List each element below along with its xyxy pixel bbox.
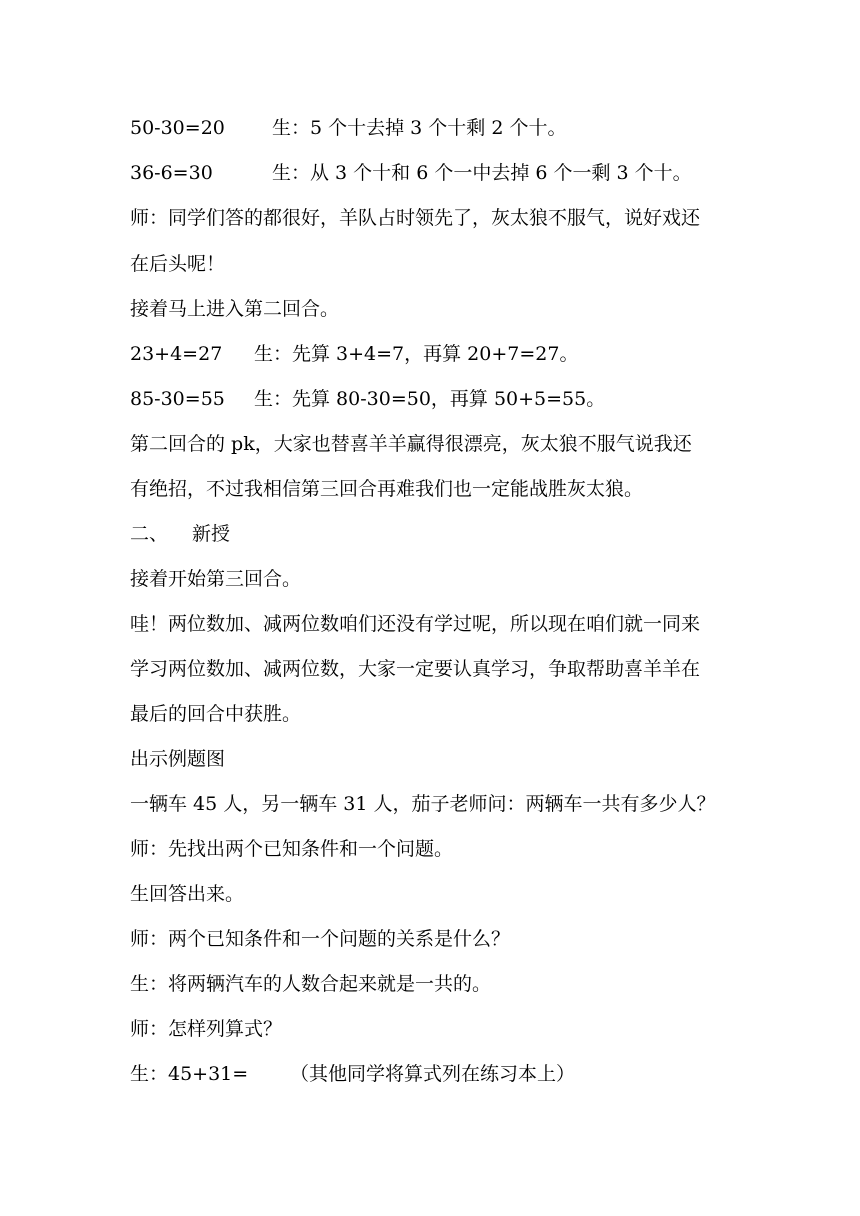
doc-line-19: 师：两个已知条件和一个问题的关系是什么？ [130,928,511,950]
doc-line-20: 生：将两辆汽车的人数合起来就是一共的。 [130,973,492,995]
doc-line-9: 有绝招，不过我相信第三回合再难我们也一定能战胜灰太狼。 [130,478,644,500]
doc-line-6 [130,342,579,366]
doc-line-8: 第二回合的 pk，大家也替喜羊羊赢得很漂亮，灰太狼不服气说我还 [130,433,692,455]
equation: 85-30=55 [130,388,225,410]
doc-line-18: 生回答出来。 [130,883,245,905]
student-answer: 生：先算 80-30=50，再算 50+5=55。 [254,388,606,410]
equation: 50-30=20 [130,117,225,139]
doc-line-21: 师：怎样列算式？ [130,1018,283,1040]
doc-line-14: 最后的回合中获胜。 [130,703,302,725]
section-title: 新授 [192,523,231,545]
student-answer: 生：从 3 个十和 6 个一中去掉 6 个一剩 3 个十。 [272,162,692,184]
doc-line-5: 接着马上进入第二回合。 [130,298,340,320]
equation: 23+4=27 [130,343,223,365]
student-answer: 生：5 个十去掉 3 个十剩 2 个十。 [272,117,567,139]
section-number: 二、 [130,523,169,545]
doc-line-1 [130,116,567,140]
doc-line-12: 哇！两位数加、减两位数咱们还没有学过呢，所以现在咱们就一同来 [130,613,701,635]
doc-line-22 [130,1062,576,1086]
doc-line-16: 一辆车 45 人，另一辆车 31 人，茄子老师问：两辆车一共有多少人？ [130,793,716,815]
equation: 36-6=30 [130,162,213,184]
doc-line-17: 师：先找出两个已知条件和一个问题。 [130,838,454,860]
doc-line-11: 接着开始第三回合。 [130,568,302,590]
doc-line-4: 在后头呢！ [130,253,226,275]
student-equation: 生：45+31= [130,1063,249,1085]
doc-line-15: 出示例题图 [130,748,226,770]
section-heading [130,522,231,546]
note: （其他同学将算式列在练习本上） [290,1063,576,1085]
doc-line-7 [130,387,606,411]
doc-line-2 [130,161,692,185]
doc-line-13: 学习两位数加、减两位数，大家一定要认真学习，争取帮助喜羊羊在 [130,658,701,680]
student-answer: 生：先算 3+4=7，再算 20+7=27。 [254,343,579,365]
doc-line-3: 师：同学们答的都很好，羊队占时领先了，灰太狼不服气，说好戏还 [130,207,701,229]
